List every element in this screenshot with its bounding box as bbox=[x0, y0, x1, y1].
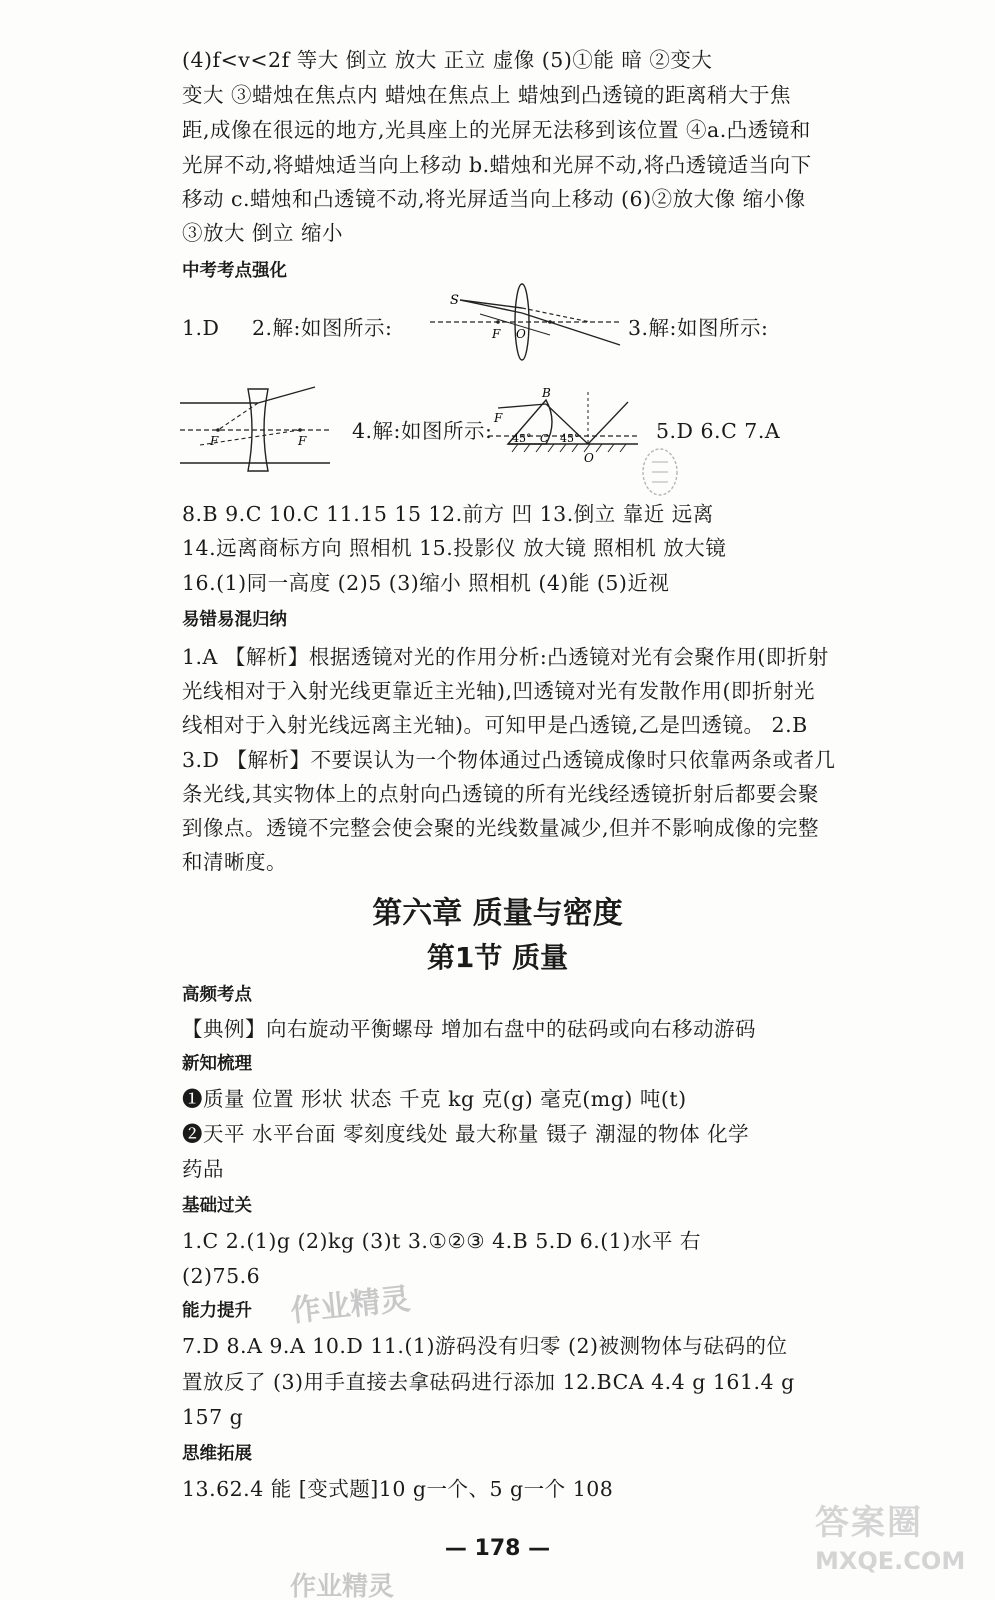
text-line: 13.62.4 能 [变式题]10 g一个、5 g一个 108 bbox=[182, 1477, 614, 1501]
text-line: 置放反了 (3)用手直接去拿砝码进行添加 12.BCA 4.4 g 161.4 g bbox=[182, 1370, 795, 1394]
text-line: 距,成像在很远的地方,光具座上的光屏无法移到该位置 ④a.凸透镜和 bbox=[182, 118, 811, 142]
label-F-left: F bbox=[210, 434, 219, 448]
section-title: 第1节 质量 bbox=[426, 941, 569, 974]
label-O: O bbox=[584, 451, 594, 465]
section-heading: 高频考点 bbox=[182, 985, 252, 1005]
text-line: 条光线,其实物体上的点射向凸透镜的所有光线经透镜折射后都要会聚 bbox=[182, 782, 820, 806]
label-S: S bbox=[450, 293, 459, 308]
text-line: 【典例】向右旋动平衡螺母 增加右盘中的砝码或向右移动游码 bbox=[182, 1017, 757, 1041]
prism-mirror-diagram bbox=[488, 382, 648, 472]
label-B: B bbox=[542, 386, 551, 400]
text-line: 3.D 【解析】不要误认为一个物体通过凸透镜成像时只依靠两条或者几 bbox=[182, 748, 836, 772]
watermark-text: 作业精灵 bbox=[290, 1572, 395, 1602]
text-line: (2)75.6 bbox=[182, 1264, 261, 1288]
text-line: 7.D 8.A 9.A 10.D 11.(1)游码没有归零 (2)被测物体与砝码的位 bbox=[182, 1334, 788, 1358]
label-angle: 45° bbox=[560, 432, 580, 445]
logo-url: MXQE.COM bbox=[815, 1547, 966, 1575]
text-line: 1.A 【解析】根据透镜对光的作用分析:凸透镜对光有会聚作用(即折射 bbox=[182, 645, 829, 669]
convex-lens-diagram bbox=[430, 280, 630, 375]
label-angle: 45° bbox=[512, 432, 532, 445]
text-line: (4)f<v<2f 等大 倒立 放大 正立 虚像 (5)①能 暗 ②变大 bbox=[182, 48, 713, 72]
text-line: ❶质量 位置 形状 状态 千克 kg 克(g) 毫克(mg) 吨(t) bbox=[182, 1087, 687, 1111]
text-line: 到像点。透镜不完整会使会聚的光线数量减少,但并不影响成像的完整 bbox=[182, 816, 820, 840]
text-line: 药品 bbox=[182, 1157, 224, 1181]
label-F: F bbox=[492, 327, 501, 341]
text-line: 移动 c.蜡烛和凸透镜不动,将光屏适当向上移动 (6)②放大像 缩小像 bbox=[182, 187, 806, 211]
text-line: ❷天平 水平台面 零刻度线处 最大称量 镊子 潮湿的物体 化学 bbox=[182, 1122, 750, 1146]
section-heading: 中考考点强化 bbox=[182, 261, 287, 281]
text-line: 16.(1)同一高度 (2)5 (3)缩小 照相机 (4)能 (5)近视 bbox=[182, 571, 670, 595]
answer-q3: 3.解:如图所示: bbox=[628, 316, 769, 340]
label-C: C bbox=[540, 432, 549, 445]
answer-q2: 2.解:如图所示: bbox=[252, 316, 393, 340]
text-line: 变大 ③蜡烛在焦点内 蜡烛在焦点上 蜡烛到凸透镜的距离稍大于焦 bbox=[182, 83, 792, 107]
concave-lens-diagram bbox=[180, 385, 340, 485]
label-O: O bbox=[516, 327, 526, 341]
text-line: 光屏不动,将蜡烛适当向上移动 b.蜡烛和光屏不动,将凸透镜适当向下 bbox=[182, 153, 812, 177]
chapter-title: 第六章 质量与密度 bbox=[372, 896, 623, 931]
label-F-right: F bbox=[298, 434, 307, 448]
text-line: 和清晰度。 bbox=[182, 850, 287, 874]
text-line: 1.C 2.(1)g (2)kg (3)t 3.①②③ 4.B 5.D 6.(1)水平 右 bbox=[182, 1229, 701, 1253]
watermark-text: 作业精灵 bbox=[288, 1281, 412, 1330]
text-line: 光线相对于入射光线更靠近主光轴),凹透镜对光有发散作用(即折射光 bbox=[182, 679, 816, 703]
logo-text: 答案圈 bbox=[815, 1503, 923, 1543]
section-heading: 易错易混归纳 bbox=[182, 610, 287, 630]
text-line: 8.B 9.C 10.C 11.15 15 12.前方 凹 13.倒立 靠近 远离 bbox=[182, 502, 714, 526]
label-F: F bbox=[494, 411, 503, 425]
answer-q4: 4.解:如图所示: bbox=[352, 419, 493, 443]
section-heading: 基础过关 bbox=[182, 1196, 252, 1216]
section-heading: 能力提升 bbox=[182, 1301, 252, 1321]
text-line: 线相对于入射光线远离主光轴)。可知甲是凸透镜,乙是凹透镜。 2.B bbox=[182, 713, 808, 737]
stamp-icon bbox=[640, 446, 680, 498]
answer-q5-7: 5.D 6.C 7.A bbox=[656, 419, 781, 443]
section-heading: 思维拓展 bbox=[182, 1444, 252, 1464]
text-line: 14.远离商标方向 照相机 15.投影仪 放大镜 照相机 放大镜 bbox=[182, 536, 727, 560]
answer-q1: 1.D bbox=[182, 316, 220, 340]
text-line: 157 g bbox=[182, 1405, 244, 1429]
text-line: ③放大 倒立 缩小 bbox=[182, 221, 344, 245]
section-heading: 新知梳理 bbox=[182, 1054, 252, 1074]
site-logo bbox=[815, 1500, 975, 1590]
page-number: — 178 — bbox=[444, 1536, 551, 1561]
